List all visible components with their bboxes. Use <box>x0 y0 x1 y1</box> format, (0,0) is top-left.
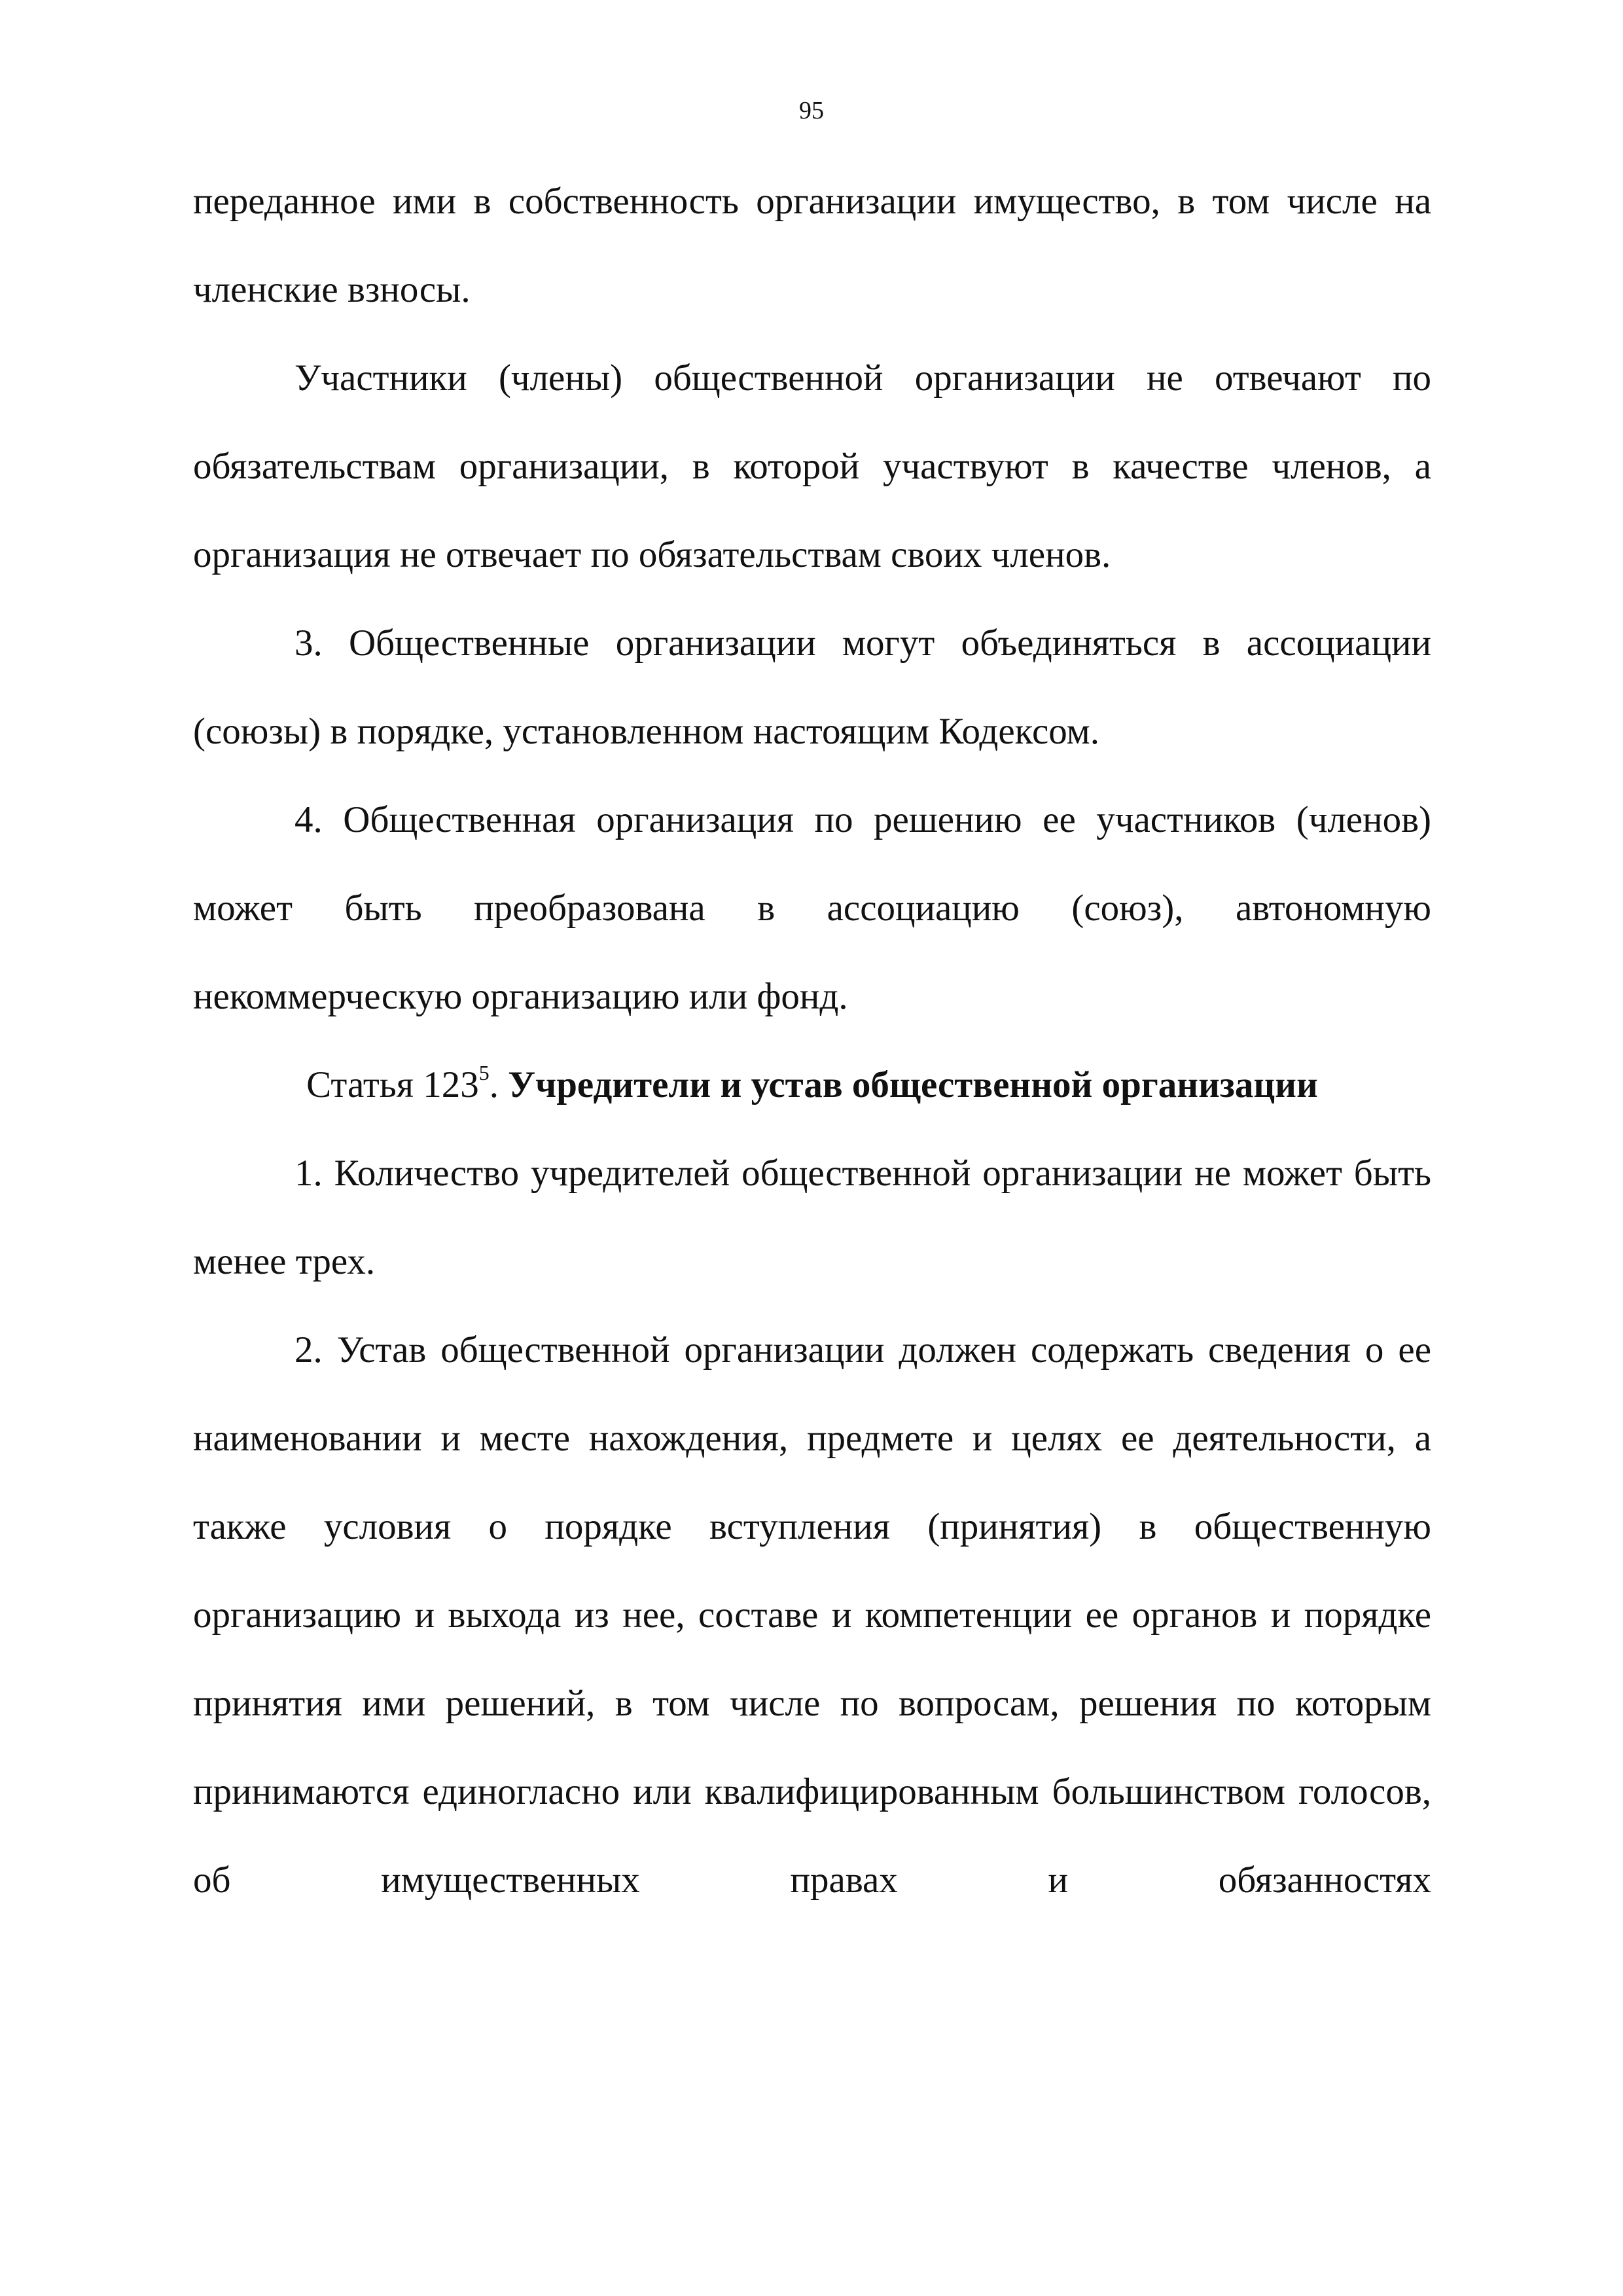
paragraph-members-liability: Участники (члены) общественной организации не отвечают по обязательствам организации, в которой участвуют в качестве членов, а организация не отвечает по обязательствам своих членов. <box>193 357 1431 575</box>
article-superscript: 5 <box>478 1061 490 1085</box>
paragraph-item-4: 4. Общественная организация по решению ее участников (членов) может быть преобразована в ассоциацию (союз), автономную некоммерческую организацию или фонд. <box>193 799 1431 1017</box>
paragraph-item-2: 2. Устав общественной организации должен содержать сведения о ее наименовании и месте нахождения, предмете и целях ее деятельности, а также условия о порядке вступления (принятия) в общественную организацию и выхода из нее, составе и компетенции ее органов и порядке принятия ими решений, в том числе по вопросам, решения по которым принимаются единогласно или квалифицированным большинством голосов, об имущественных правах и обязанностях <box>193 1329 1431 1901</box>
paragraph-continuation: переданное ими в собственность организации имущество, в том числе на членские взносы. <box>193 181 1431 310</box>
article-heading <box>193 1041 1431 1129</box>
paragraph-item-3: 3. Общественные организации могут объединяться в ассоциации (союзы) в порядке, установленном настоящим Кодексом. <box>193 622 1431 752</box>
article-number: Статья 123 <box>306 1064 479 1105</box>
paragraph-item-1: 1. Количество учредителей общественной организации не может быть менее трех. <box>193 1153 1431 1282</box>
page-number: 95 <box>799 97 824 124</box>
body-text <box>193 157 1431 1924</box>
article-title: Учредители и устав общественной организации <box>508 1064 1318 1105</box>
article-separator: . <box>489 1064 508 1105</box>
